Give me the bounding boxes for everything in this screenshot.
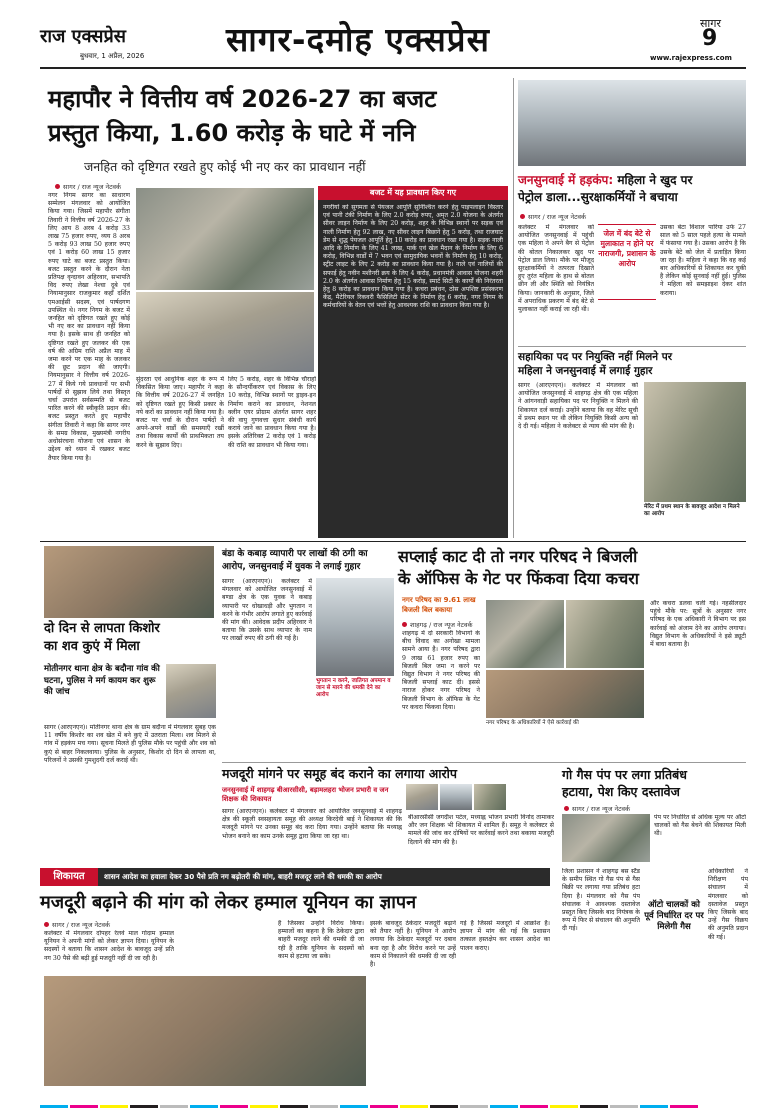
website: www.rajexpress.com: [650, 54, 732, 62]
masthead-date: बुधवार, 1 अप्रैल, 2026: [80, 52, 145, 60]
byline-text: शाहगढ़ / राज न्यूज नेटवर्क: [410, 621, 473, 629]
labor-photo-3: [474, 784, 506, 810]
suicide-kicker: जनसुनवाई में हड़कंप:: [518, 173, 614, 187]
lead-col3: लिए 5 करोड़, शहर के विभिन्न चौराहों के सौन्दर्यीकरण एवं विकास के लिए 10 करोड़, विभिन्न स्थानों पर ड्राइव-इन निर्माण कराने का प्रावधान, नेशनल क्लीन एयर प्रोग्राम अंतर्गत सागर शहर की वायु गुणवत्ता सुधार संबंधी कार्य कराये जाने का प्रावधान किया गया है। इसके अतिरिक्त 2 करोड़ एवं 1 करोड़ की राशि का प्रावधान भी किया गया।: [228, 376, 316, 449]
labor-photo-2: [440, 784, 472, 810]
scrap-headline-line2: आरोप, जनसुनवाई में युवक ने लगाई गुहार: [222, 562, 361, 572]
gas-photo: [562, 814, 650, 862]
suicide-col2: उसका बेटा विशाल पारिया उर्फ 27 साल को 5 साल पहले हत्या के मामले में फंसाया गया है। उसका आरोप है कि उसके बेटे को जेल में प्रताड़ित किया जा रहा है। महिला ने कहा कि वह कई बार अधिकारियों से शिकायत कर चुकी है लेकिन कोई सुनवाई नहीं हुई। पुलिस ने महिला को समझाइश देकर शांत कराया।: [660, 224, 746, 297]
garbage-kicker: नगर परिषद का 9.61 लाख बिजली बिल बकाया: [402, 596, 476, 614]
garbage-headline: [398, 546, 746, 590]
lead-byline: [55, 182, 121, 191]
lead-col1: नगर निगम सागर का साधारण सम्मेलन मंगलवार को आयोजित किया गया। जिसमें महापौर संगीता तिवारी ने वित्तीय वर्ष 2026-27 के लिए आय 8 अरब 4 करोड़ 33 लाख 75 हजार रुपए, व्यय 8 अरब 5 करोड़ 93 लाख 50 हजार रुपए एवं 1 करोड़ 60 लाख 15 हजार रुपए घाटे का बजट प्रस्तुत किया। बजट प्रस्तुत करने के दौरान नेता प्रतिपक्ष वृन्दावन अहिरवार, सभापति विद रुपए लेखा नेश्चा दूबे एवं नियामानुसार राजकुमार कहाँ दर्शित एमआईसी सदस्य, एवं पार्षदगण उपस्थित थे। नगर निगम के बजट में जनहित को दृष्टिगत रखते हुए कोई भी नए कर का प्रावधान नहीं किया गया है। इसके साथ ही जनहित को दृष्टिगत रखते हुए जलकर की एक वर्ष की अग्रिम राशि अप्रैल माह में जमा करने पर एक माह के जलकर की छूट प्रदान की जाएगी। नियमानुसार ने वित्तीय वर्ष 2026-27 में किये गये प्रावधानों पर सभी पार्षदों से सुझाव लिये तथा विस्तृत चर्चा उपरांत सर्वसम्मति से बजट पारित करने की स्वीकृति प्रदान की। बजट प्रस्तुत करते हुए महापौर संगीता तिवारी ने कहा कि सागर नगर के समग्र विकास, मुख्यमंत्री नगरीय अधोसंरचना योजना एवं शासन के उद्देश्य को ध्यान में रखकर बजट तैयार किया गया है।: [48, 192, 130, 462]
garbage-photo-3: [486, 670, 644, 718]
scrap-headline-line1: बंडा के कबाड़ व्यापारी पर लाखों की ठगी का: [222, 549, 368, 559]
budget-box-text: नगरीयों को सुगमता से पेयजल आपूर्ति सुनिश्चित करने हेतु पाइपलाइन विस्तार एवं पानी टंकी निर्माण के लिए 2.0 करोड़ रुपए, अमृत 2.0 योजना के अंतर्गत सीवर लाइन निर्माण के लिए 20 करोड़, शहर के विभिन्न स्थानों पर सड़क एवं नाली निर्माण हेतु 92 लाख, नए सीवर लाइन बिछाने हेतु 5 करोड़, तथा राजघाट डेम से शुद्ध पेयजल आपूर्ति हेतु 10 करोड़ का प्रावधान रखा गया है। सड़क नाली आदि के निर्माण के लिए 41 लाख, पार्क एवं खेल मैदान के निर्माण के लिए 6 करोड़, विभिन्न वार्डों में 7 भवन एवं सामुदायिक भवनों के निर्माण हेतु 10 करोड़, स्ट्रीट लाइट के लिए 2 करोड़ का प्रावधान किया गया है। नाले एवं नालियों की सफाई हेतु नवीन मशीनरी क्रय के लिए 4 करोड़, प्रधानमंत्री आवास योजना शहरी 2.0 के अंतर्गत आवास निर्माण हेतु 15 करोड़, स्मार्ट सिटी के कार्यों की निरंतरता हेतु 8 करोड़ का प्रावधान किया गया है। कचरा प्रबंधन, ठोस अपशिष्ट प्रसंस्करण केंद्र, मैटेरियल रिकवरी फैसिलिटी सेंटर के निर्माण हेतु 6 करोड़, नगर निगम के कर्मचारियों के वेतन एवं भत्तों हेतु आवश्यक राशि का प्रावधान किया गया है।: [323, 204, 503, 310]
union-col3: इसके बावजूद ठेकेदार मजदूरी बढ़ाने को तैयार नहीं है। यूनियन ने आरोप लगाया कि ठेकेदार मजदूरों पर दबाव बना रहा है और विरोध करने पर उन्हें काम से निकालने की धमकी दी जा रही है।: [370, 920, 456, 969]
union-headline: मजदूरी बढ़ाने की मांग को लेकर हम्माल यूनियन का ज्ञापन: [40, 892, 417, 913]
teen-headline: [44, 620, 216, 656]
lead-headline: [48, 82, 508, 150]
gas-byline: [564, 804, 630, 813]
budget-box-heading: बजट में यह प्रावधान किए गए: [318, 186, 508, 200]
union-col2: है जिसका उन्होंने विरोध किया। हम्मालों का कहना है कि ठेकेदार द्वारा बाहरी मजदूर लाने की धमकी दी जा रही है ताकि यूनियन के सदस्यों को काम से हटाया जा सके।: [278, 920, 364, 960]
aid-rule: [518, 346, 746, 347]
lead-headline-line1: महापौर ने वित्तीय वर्ष 2026-27 का बजट: [48, 85, 437, 113]
labor-kicker: जनसुनवाई में शाहगढ़ बीआरसीसी, बड़ामलहरा भोजन प्रभारी व जन शिक्षक की शिकायत: [222, 786, 389, 803]
labor-text: सागर (आरएनएन)। कलेक्टर में मंगलवार को आयोजित जनसुनवाई में शाहगढ़ क्षेत्र की स्कूली स्वसहायता समूह की अध्यक्ष किरदेवी बाई ने शिकायत की कि मजदूरी मांगने पर उनका समूह बंद करा दिया गया। उन्होंने बताया कि मध्याह्न भोजन बनाने का काम उनके समूह द्वारा किया जा रहा था।: [222, 808, 402, 840]
lead-photo-top: [136, 188, 314, 290]
byline-dot: [55, 184, 60, 189]
masthead-title: सागर-दमोह एक्सप्रेस: [226, 20, 490, 59]
gas-headline: [562, 766, 752, 800]
gas-side: पंप पर निर्धारित से अधिक मूल्य पर ऑटो चालकों को गैस बेचने की शिकायत मिली थी।: [654, 814, 746, 838]
teen-text: सागर (आरएनएन)। मोतीनगर थाना क्षेत्र के ग्राम बदौना में मंगलवार सुबह एक 11 वर्षीय किशोर का शव खेत में बने कुएं में उतराता मिला। शव मिलने से गांव में हड़कंप मच गया। सूचना मिलते ही पुलिस मौके पर पहुंची और शव को कुएं से बाहर निकलवाया। पुलिस के अनुसार, किशोर दो दिन से लापता था, परिजनों ने उसकी गुमशुदगी दर्ज कराई थी।: [44, 724, 216, 764]
aid-caption: मेरिट में प्रथम स्थान के बावजूद आदेश न मिलने का आरोप: [644, 504, 740, 517]
suicide-headline-line2: पेट्रोल डाला...सुरक्षाकर्मियों ने बचाया: [518, 190, 678, 204]
garbage-caption: नगर परिषद के अधिकारियों ने ऐसे कार्रवाई की: [486, 720, 579, 726]
gas-headline-line2: हटाया, पेश किए दस्तावेज: [562, 784, 680, 799]
byline-dot: [564, 806, 569, 811]
gas-headline-line1: गो गैस पंप पर लगा प्रतिबंध: [562, 767, 687, 782]
union-text: कलेक्टर में मंगलवार दोपहर रेलवे माल गोदाम हम्माल यूनियन ने अपनी मांगों को लेकर ज्ञापन दिया। यूनियन के सदस्यों ने बताया कि शासन आदेश के बावजूद उन्हें प्रति नग 30 पैसे की बढ़ी हुई मजदूरी नहीं दी जा रही है।: [44, 930, 174, 962]
gas-text: जिला प्रशासन ने शाहगढ़ बस स्टैंड के समीप स्थित गो गैस पंप से गैस बिक्री पर लगाया गया प्रतिबंध हटा दिया है। मंगलवार को गैस पंप संचालक ने आवश्यक दस्तावेज प्रस्तुत किए जिसके बाद नियंत्रक के रूप में फिर से संचालन की अनुमति दी गई।: [562, 868, 640, 933]
teen-subhead: मोतीनगर थाना क्षेत्र के बदौना गांव की घटना, पुलिस ने मर्ग कायम कर शुरू की जांच: [44, 664, 160, 697]
union-banner: [40, 868, 550, 886]
aid-headline-line2: महिला ने जनसुनवाई में लगाई गुहार: [518, 365, 653, 377]
garbage-side: और कचरा डलवा चली गई। नहसीलदार पहुंचे मौके पर: सूत्रों के अनुसार नगर परिषद के एक अधिकारी ने विभाग पर इस कार्रवाई को अंजाम देने का आरोप लगाया। विद्युत विभाग के अधिकारियों ने इसे ड्यूटी में बाधा बताया है।: [650, 600, 746, 649]
print-color-bar: [40, 1096, 746, 1104]
scrap-headline: [222, 548, 392, 574]
lead-subhead: जनहित को दृष्टिगत रखते हुए कोई भी नए कर का प्रावधान नहीं: [84, 159, 366, 174]
teen-portrait: [166, 664, 216, 718]
labor-col2: बीआरसीसी जगदीश पटेल, मध्याह्न भोजन प्रभारी विनोद तामाकर और जन शिक्षक भी शिकायत में शामिल हैं। समूह ने कलेक्टर से मामले की जांच कर दोषियों पर कार्रवाई करने तथा बकाया मजदूरी दिलाने की मांग की है।: [408, 814, 554, 846]
byline-dot: [402, 622, 407, 627]
byline-dot: [44, 922, 49, 927]
garbage-headline-line2: के ऑफिस के गेट पर फिंकवा दिया कचरा: [398, 569, 639, 588]
suicide-byline: [520, 212, 586, 221]
masthead: [40, 14, 746, 66]
union-photo: [44, 976, 366, 1086]
lead-col2: सुंदरता एवं आधुनिक शहर के रूप में विकसित किया जाए। महापौर ने कहा कि वित्तीय वर्ष 2026-27 में जनहित को दृष्टिगत रखते हुए किसी प्रकार के नये करों का प्रावधान नहीं किया गया है। बजट पर चर्चा के दौरान पार्षदों ने अपने-अपने वार्डों की समस्याएँ रखीं तथा विकास कार्यों की प्राथमिकता तय करने के सुझाव दिए।: [136, 376, 224, 449]
byline-dot: [520, 214, 525, 219]
gas-inset: ऑटो चालकों को पूर्व निर्धारित दर पर मिलेगी गैस: [644, 900, 704, 932]
section-rule-1: [40, 541, 746, 542]
masthead-brand: राज एक्सप्रेस: [40, 26, 126, 47]
byline-text: सागर / राज न्यूज नेटवर्क: [528, 213, 587, 221]
masthead-rule: [40, 67, 746, 69]
section-rule-2: [222, 762, 746, 763]
union-kicker: शासन आदेश का हवाला देकर 30 पैसे प्रति नग बढ़ोतरी की मांग, बाहरी मजदूर लाने की धमकी का आरोप: [104, 872, 382, 881]
garbage-headline-line1: सप्लाई काट दी तो नगर परिषद ने बिजली: [398, 547, 638, 566]
suicide-col1: कलेक्टर में मंगलवार को आयोजित जनसुनवाई में पहुंची एक महिला ने अपने बैग से पेट्रोल की बोतल निकालकर खुद पर पेट्रोल डाल लिया। मौके पर मौजूद सुरक्षाकर्मियों ने तत्परता दिखाते हुए तुरंत महिला के हाथ से बोतल छीन ली और स्थिति को नियंत्रित किया। जानकारी के अनुसार, जिले में अपराधिक प्रकरण में बंद बेटे से मुलाकात नहीं कराई जा रही थी।: [518, 224, 594, 314]
aid-headline: [518, 350, 748, 378]
masthead-city: सागर: [700, 17, 721, 30]
suicide-headline-line1: महिला ने खुद पर: [617, 173, 693, 187]
lead-photo-bottom: [136, 292, 314, 372]
teen-photo: [44, 546, 214, 618]
byline-text: सागर / राज न्यूज नेटवर्क: [572, 805, 631, 813]
byline-text: सागर / राज न्यूज नेटवर्क: [52, 921, 111, 929]
labor-headline: मजदूरी मांगने पर समूह बंद कराने का लगाया आरोप: [222, 766, 457, 781]
aid-photo: [644, 382, 746, 502]
lead-headline-line2: प्रस्तुत किया, 1.60 करोड़ के घाटे में ननि: [48, 119, 416, 147]
page-number: 9: [702, 26, 718, 51]
teen-headline-line2: का शव कुएं में मिला: [44, 639, 140, 654]
aid-text: सागर (आरएनएन)। कलेक्टर में मंगलवार को आयोजित जनसुनवाई में शाहगढ़ क्षेत्र की एक महिला ने आंगनवाड़ी सहायिका पद पर नियुक्ति न मिलने की शिकायत दर्ज कराई। उन्होंने बताया कि वह मेरिट सूची में प्रथम स्थान पर थी लेकिन नियुक्ति किसी अन्य को दे दी गई। महिला ने कलेक्टर से न्याय की मांग की है।: [518, 382, 638, 431]
byline-text: सागर / राज न्यूज नेटवर्क: [63, 183, 122, 191]
suicide-photo: [518, 80, 746, 166]
budget-box: [318, 186, 508, 538]
garbage-photo-2: [566, 600, 644, 668]
scrap-text: सागर (आरएनएन)। कलेक्टर में मंगलवार को आयोजित जनसुनवाई में बण्डा क्षेत्र के एक युवक ने कबाड़ व्यापारी पर धोखाधड़ी और भुगतान न करने के गंभीर आरोप लगाते हुए कार्रवाई की मांग की। आवेदक प्रदीप अहिरवार ने बताया कि उसके साथ व्यापार के नाम पर लाखों रुपए की ठगी की गई है।: [222, 578, 312, 643]
garbage-byline: [402, 620, 473, 629]
garbage-photo-1: [486, 600, 564, 668]
union-byline: [44, 920, 110, 929]
union-col4: गई है जिससे मजदूरों में आक्रोश है। ज्ञापन में मांग की गई कि प्रशासन तत्काल हस्तक्षेप कर शासन आदेश का पालन कराए।: [460, 920, 550, 952]
union-side: अधिकारियों ने निरीक्षण पंप संचालन में मंगलवार को दस्तावेज प्रस्तुत किए जिसके बाद उन्हें गैस विक्रय की अनुमति प्रदान की गई।: [708, 868, 748, 941]
scrap-caption: भुगतान न करने, जातिगत अपमान व जान से मारने की धमकी देने का आरोप: [316, 678, 391, 698]
labor-photo-1: [406, 784, 438, 810]
garbage-text: शाहगढ़ में दो सरकारी विभागों के बीच विवाद का अनोखा मामला सामने आया है। नगर परिषद द्वारा 9 लाख 61 हजार रुपए का बिजली बिल जमा न करने पर विद्युत विभाग ने नगर परिषद की बिजली सप्लाई काट दी। इससे नाराज होकर नगर परिषद ने बिजली विभाग के ऑफिस के गेट पर कचरा फिंकवा दिया।: [402, 630, 480, 711]
scrap-photo: [316, 578, 394, 676]
union-label: शिकायत: [40, 868, 98, 886]
column-divider: [513, 78, 514, 538]
suicide-inset: जेल में बंद बेटे से मुलाकात न होने पर नाराजगी, प्रशासन के आरोप: [598, 224, 656, 300]
aid-headline-line1: सहायिका पद पर नियुक्ति नहीं मिलने पर: [518, 351, 673, 363]
teen-headline-line1: दो दिन से लापता किशोर: [44, 621, 160, 636]
suicide-headline: [518, 172, 748, 206]
